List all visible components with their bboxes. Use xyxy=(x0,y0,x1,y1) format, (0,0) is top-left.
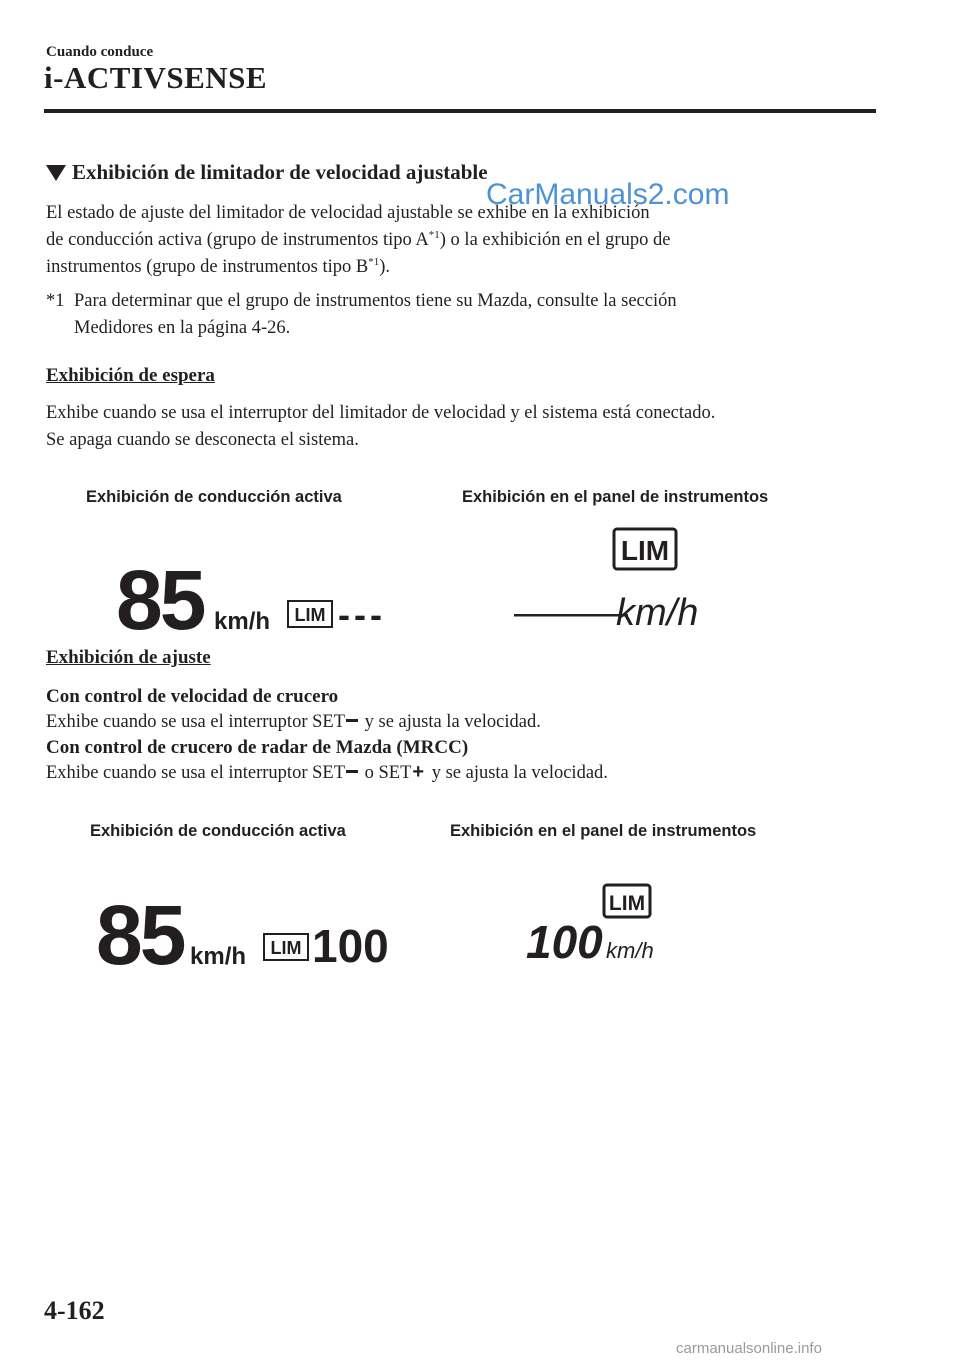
mrcc-text: Exhibe cuando se usa el interruptor SET o SET+ y se ajusta la velocidad. xyxy=(46,761,608,783)
page-number: 4-162 xyxy=(44,1296,105,1325)
lim-label: LIM xyxy=(270,938,302,958)
hud-unit: km/h xyxy=(190,943,247,970)
standby-line-2: Se apaga cuando se desconecta el sistema. xyxy=(46,430,359,450)
minus-icon xyxy=(346,719,358,722)
setting-heading: Exhibición de ajuste xyxy=(46,647,211,668)
standby-paragraph xyxy=(46,400,876,454)
intro-line-3: instrumentos (grupo de instrumentos tipo $B^{*1}$). xyxy=(46,256,390,277)
watermark: CarManuals2.com xyxy=(486,178,730,211)
intro-line-1: El estado de ajuste del limitador de velocidad ajustable se exhibe en la exhibición xyxy=(46,203,650,223)
section-label: Cuando conduce xyxy=(46,44,154,60)
standby-line-1: Exhibe cuando se usa el interruptor del limitador de velocidad y el sistema está conectado. xyxy=(46,403,716,423)
intro-line-2: de conducción activa (grupo de instrumentos tipo $A^{*1}$) o la exhibición en el grupo de xyxy=(46,229,671,250)
setting-hud-display xyxy=(90,888,410,973)
lim-label: LIM xyxy=(620,535,670,566)
lim-label: LIM xyxy=(294,605,326,625)
standby-hud-display xyxy=(110,555,410,640)
header-rule xyxy=(44,109,876,113)
section-heading xyxy=(46,160,488,185)
standby-caption-cluster: Exhibición en el panel de instrumentos xyxy=(462,488,769,506)
cluster-unit: km/h xyxy=(616,592,699,634)
setting-caption-cluster: Exhibición en el panel de instrumentos xyxy=(450,822,757,840)
setting-caption-hud: Exhibición de conducción activa xyxy=(90,822,346,840)
lim-label: LIM xyxy=(608,892,646,915)
minus-icon xyxy=(346,770,358,773)
triangle-bullet-icon xyxy=(46,165,66,181)
footnote xyxy=(46,288,876,342)
setting-cluster-display xyxy=(520,880,690,970)
footer-watermark: carmanualsonline.info xyxy=(676,1340,822,1357)
cluster-limit-value: 100 xyxy=(526,916,603,968)
standby-heading: Exhibición de espera xyxy=(46,365,215,386)
hud-limit-value: 100 xyxy=(312,920,389,972)
cluster-unit: km/h xyxy=(606,938,654,963)
section-heading-text: Exhibición de limitador de velocidad ajustable xyxy=(72,160,488,184)
mrcc-title: Con control de crucero de radar de Mazda (MRCC) xyxy=(46,737,469,758)
footnote-marker: *1 xyxy=(46,291,65,311)
hud-limit-value: --- xyxy=(338,594,386,635)
footnote-line-1: Para determinar que el grupo de instrumentos tiene su Mazda, consulte la sección xyxy=(74,291,677,311)
cruise-text: Exhibe cuando se usa el interruptor SET y se ajusta la velocidad. xyxy=(46,712,541,732)
hud-unit: km/h xyxy=(214,608,271,635)
standby-cluster-display xyxy=(510,525,720,635)
standby-caption-hud: Exhibición de conducción activa xyxy=(86,488,342,506)
cruise-title: Con control de velocidad de crucero xyxy=(46,686,339,707)
hud-speed: 85 xyxy=(116,555,204,640)
hud-speed: 85 xyxy=(96,888,184,973)
footnote-line-2: Medidores en la página 4-26. xyxy=(74,318,291,338)
chapter-title: i-ACTIVSENSE xyxy=(44,60,268,95)
cluster-limit-value: ——— xyxy=(514,592,628,634)
intro-paragraph xyxy=(46,200,876,281)
